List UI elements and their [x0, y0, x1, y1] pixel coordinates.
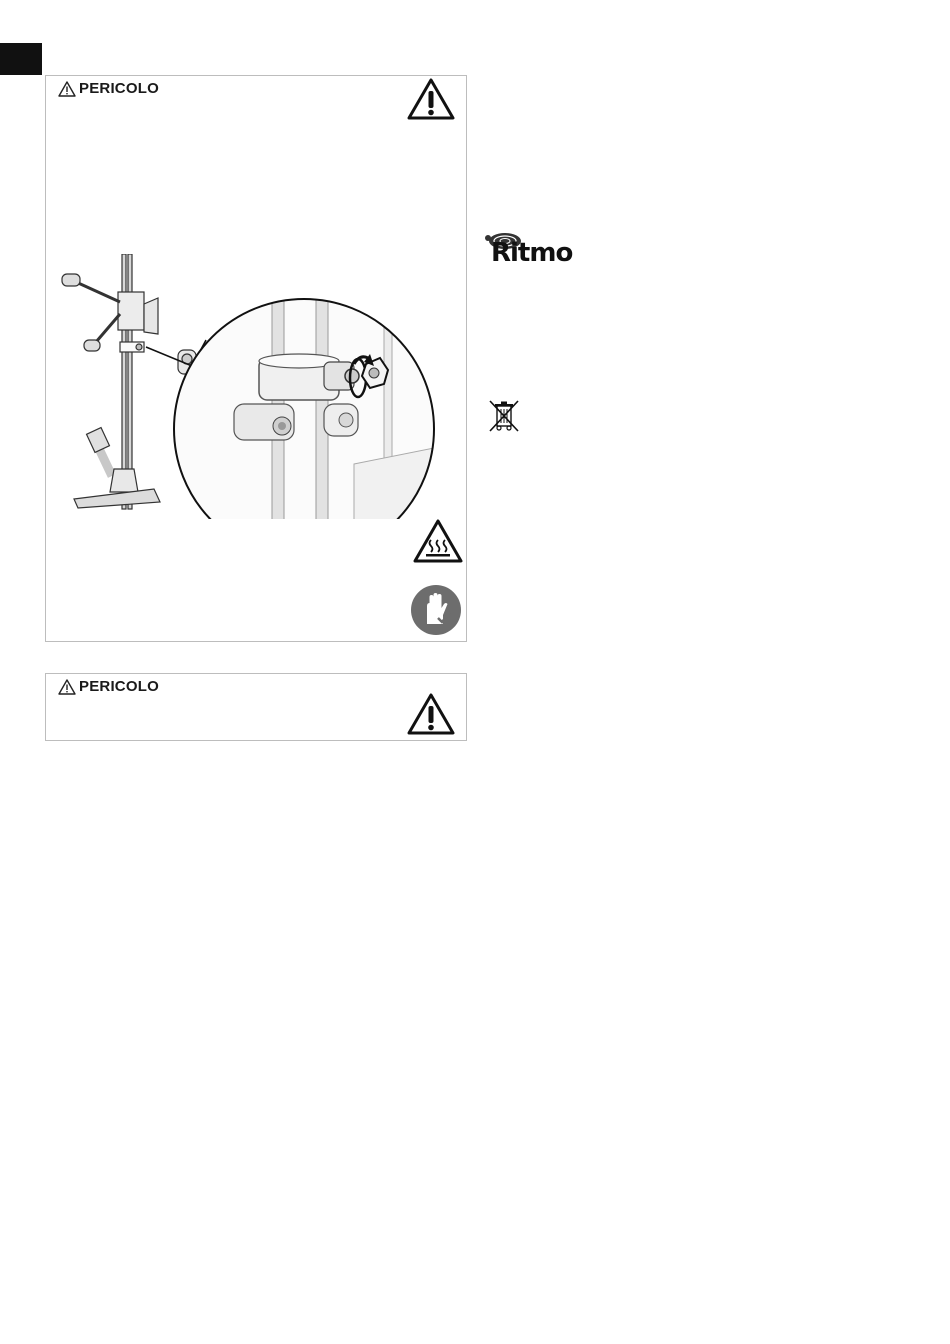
brand-logo	[483, 231, 593, 273]
crossed-out-bin-icon	[488, 399, 520, 433]
danger-box-2	[45, 673, 467, 741]
drill-stand-illustration	[54, 254, 454, 519]
wear-gloves-icon	[410, 584, 462, 636]
language-tab	[0, 43, 42, 75]
small-warning-icon	[58, 81, 76, 97]
hot-surface-icon	[412, 518, 464, 564]
small-warning-icon	[58, 679, 76, 695]
danger-title: PERICOLO	[79, 80, 159, 97]
danger-box-1	[45, 75, 467, 642]
danger-header	[58, 678, 159, 695]
warning-triangle-icon	[407, 692, 455, 736]
logo-text: Ritmo	[491, 238, 573, 268]
warning-triangle-icon	[407, 77, 455, 121]
danger-title: PERICOLO	[79, 678, 159, 695]
danger-header	[58, 80, 159, 97]
